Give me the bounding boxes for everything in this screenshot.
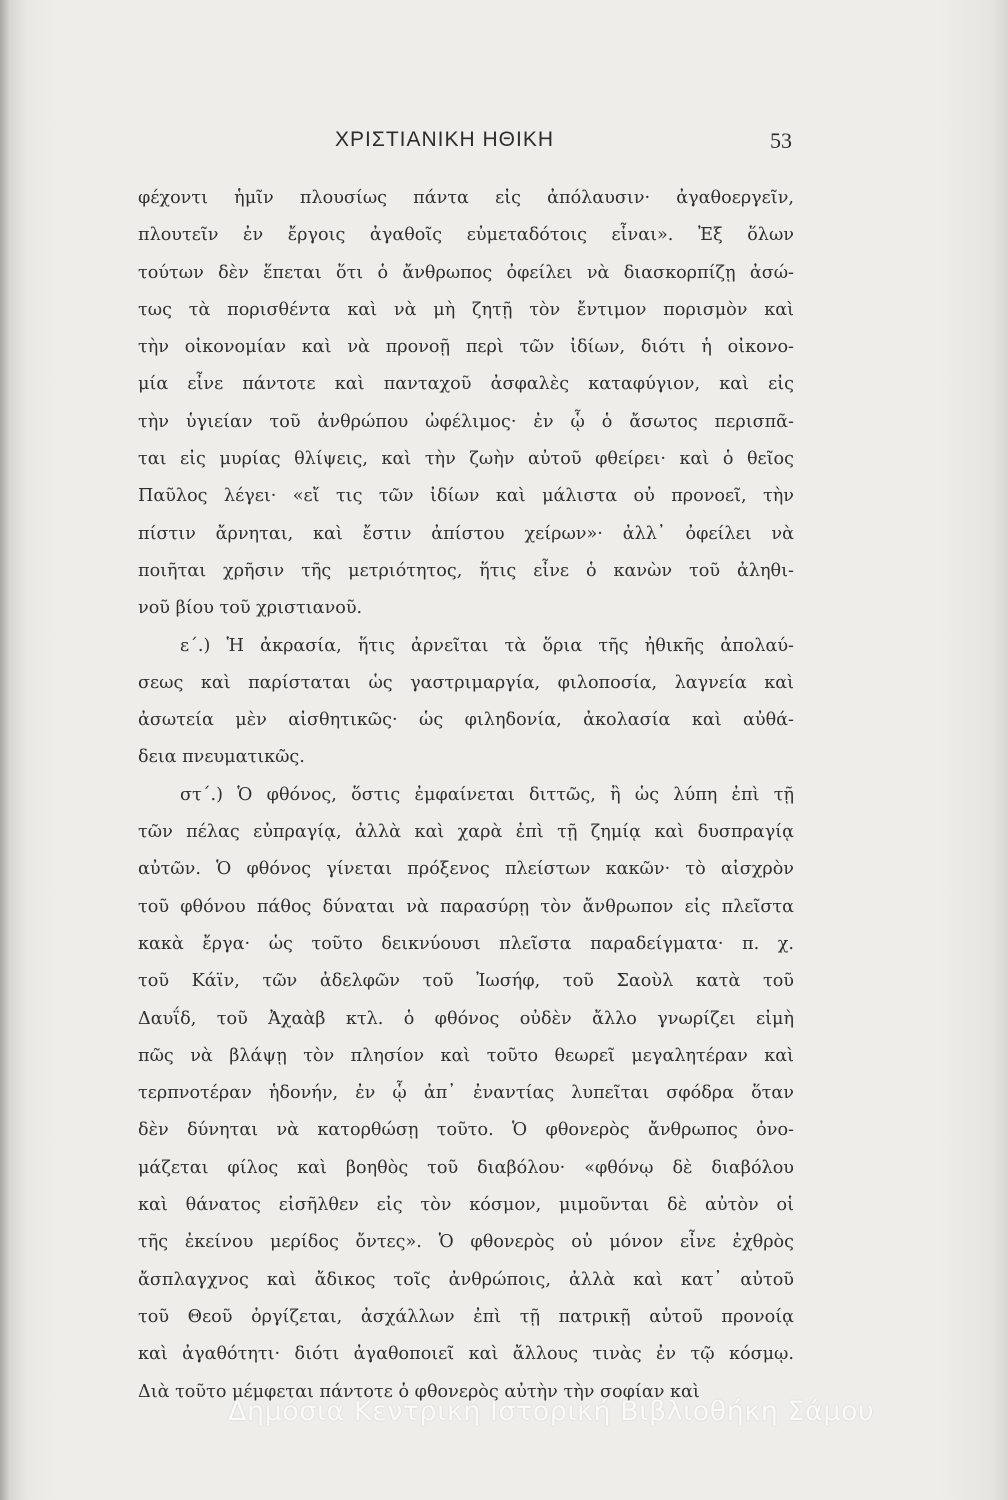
- library-watermark: Δημόσια Κεντρική Ιστορική Βιβλιοθήκη Σάμου: [228, 1396, 875, 1427]
- text-line: πλουτεῖν ἐν ἔργοις ἀγαθοῖς εὐμεταδότοις εἶναι». Ἐξ ὅλων: [138, 225, 794, 246]
- text-line: τως τὰ πορισθέντα καὶ νὰ μὴ ζητῇ τὸν ἔντιμον πορισμὸν καὶ: [138, 299, 794, 320]
- text-line: τὴν ὑγιείαν τοῦ ἀνθρώπου ὠφέλιμος· ἐν ᾧ ὁ ἄσωτος περισπᾶ-: [138, 411, 794, 432]
- running-title: ΧΡΙΣΤΙΑΝΙΚΗ ΗΘΙΚΗ: [335, 128, 555, 151]
- text-line: μία εἶνε πάντοτε καὶ πανταχοῦ ἀσφαλὲς καταφύγιον, καὶ εἰς: [138, 374, 794, 395]
- text-line: δεια πνευματικῶς.: [138, 747, 305, 768]
- text-line: τοῦ Θεοῦ ὀργίζεται, ἀσχάλλων ἐπὶ τῇ πατρικῇ αὐτοῦ προνοίᾳ: [138, 1306, 794, 1327]
- text-line: κακὰ ἔργα· ὡς τοῦτο δεικνύουσι πλεῖστα παραδείγματα· π. χ.: [138, 933, 794, 954]
- text-line: ἄσπλαγχνος καὶ ἄδικος τοῖς ἀνθρώποις, ἀλλὰ καὶ κατ᾽ αὐτοῦ: [138, 1269, 794, 1290]
- text-line: ται εἰς μυρίας θλίψεις, καὶ τὴν ζωὴν αὐτοῦ φθείρει· καὶ ὁ θεῖος: [138, 449, 794, 470]
- text-line: ποιῆται χρῆσιν τῆς μετριότητος, ἥτις εἶνε ὁ κανὼν τοῦ ἀληθι-: [138, 560, 794, 581]
- text-line: Παῦλος λέγει· «εἴ τις τῶν ἰδίων καὶ μάλιστα οὐ προνοεῖ, τὴν: [138, 486, 794, 507]
- text-line: φέχοντι ἡμῖν πλουσίως πάντα εἰς ἀπόλαυσιν· ἀγαθοεργεῖν,: [138, 188, 794, 208]
- text-line: Διὰ τοῦτο μέμφεται πάντοτε ὁ φθονερὸς αὐτὴν τὴν σοφίαν καὶ: [138, 1381, 700, 1402]
- page-edge-shadow: [0, 0, 10, 1500]
- body-text: [138, 180, 794, 1411]
- page-number: 53: [770, 128, 792, 153]
- text-line: νοῦ βίου τοῦ χριστιανοῦ.: [138, 598, 363, 619]
- text-line: ε΄.) Ἡ ἀκρασία, ἥτις ἀρνεῖται τὰ ὅρια τῆς ἠθικῆς ἀπολαύ-: [180, 635, 794, 656]
- text-line: τούτων δὲν ἕπεται ὅτι ὁ ἄνθρωπος ὀφείλει νὰ διασκορπίζῃ ἀσώ-: [138, 262, 794, 283]
- text-line: τοῦ φθόνου πάθος δύναται νὰ παρασύρῃ τὸν ἄνθρωπον εἰς πλεῖστα: [138, 896, 794, 917]
- text-line: αὐτῶν. Ὁ φθόνος γίνεται πρόξενος πλείστων κακῶν· τὸ αἰσχρὸν: [138, 859, 794, 880]
- text-line: Δαυΐδ, τοῦ Ἀχαὰβ κτλ. ὁ φθόνος οὐδὲν ἄλλο γνωρίζει εἰμὴ: [138, 1008, 794, 1029]
- text-line: καὶ θάνατος εἰσῆλθεν εἰς τὸν κόσμον, μιμοῦνται δὲ αὐτὸν οἱ: [138, 1195, 794, 1216]
- text-line: μάζεται φίλος καὶ βοηθὸς τοῦ διαβόλου· «φθόνῳ δὲ διαβόλου: [138, 1157, 794, 1178]
- text-line: καὶ ἀγαθότητι· διότι ἀγαθοποιεῖ καὶ ἄλλους τινὰς ἐν τῷ κόσμῳ.: [138, 1344, 794, 1365]
- text-line: τῆς ἐκείνου μερίδος ὄντες». Ὁ φθονερὸς οὐ μόνον εἶνε ἐχθρὸς: [138, 1232, 794, 1253]
- text-line: τὴν οἰκονομίαν καὶ νὰ προνοῇ περὶ τῶν ἰδίων, διότι ἡ οἰκονο-: [138, 337, 794, 358]
- text-line: ἀσωτεία μὲν αἰσθητικῶς· ὡς φιληδονία, ἀκολασία καὶ αὐθά-: [138, 710, 794, 731]
- text-line: σεως καὶ παρίσταται ὡς γαστριμαργία, φιλοποσία, λαγνεία καὶ: [138, 672, 794, 693]
- page-header: [140, 128, 792, 162]
- text-line: τερπνοτέραν ἡδονήν, ἐν ᾧ ἀπ᾽ ἐναντίας λυπεῖται σφόδρα ὅταν: [138, 1083, 794, 1104]
- text-line: πῶς νὰ βλάψῃ τὸν πλησίον καὶ τοῦτο θεωρεῖ μεγαλητέραν καὶ: [138, 1045, 794, 1066]
- text-line: πίστιν ἄρνηται, καὶ ἔστιν ἀπίστου χείρων»· ἀλλ᾽ ὀφείλει νὰ: [138, 523, 794, 544]
- text-line: δὲν δύνηται νὰ κατορθώσῃ τοῦτο. Ὁ φθονερὸς ἄνθρωπος ὀνο-: [138, 1120, 794, 1141]
- text-line: τῶν πέλας εὐπραγίᾳ, ἀλλὰ καὶ χαρὰ ἐπὶ τῇ ζημίᾳ καὶ δυσπραγίᾳ: [138, 822, 794, 843]
- text-line: τοῦ Κάϊν, τῶν ἀδελφῶν τοῦ Ἰωσήφ, τοῦ Σαοὺλ κατὰ τοῦ: [138, 971, 794, 992]
- text-line: στ΄.) Ὁ φθόνος, ὅστις ἐμφαίνεται διττῶς, ἢ ὡς λύπη ἐπὶ τῇ: [180, 784, 794, 805]
